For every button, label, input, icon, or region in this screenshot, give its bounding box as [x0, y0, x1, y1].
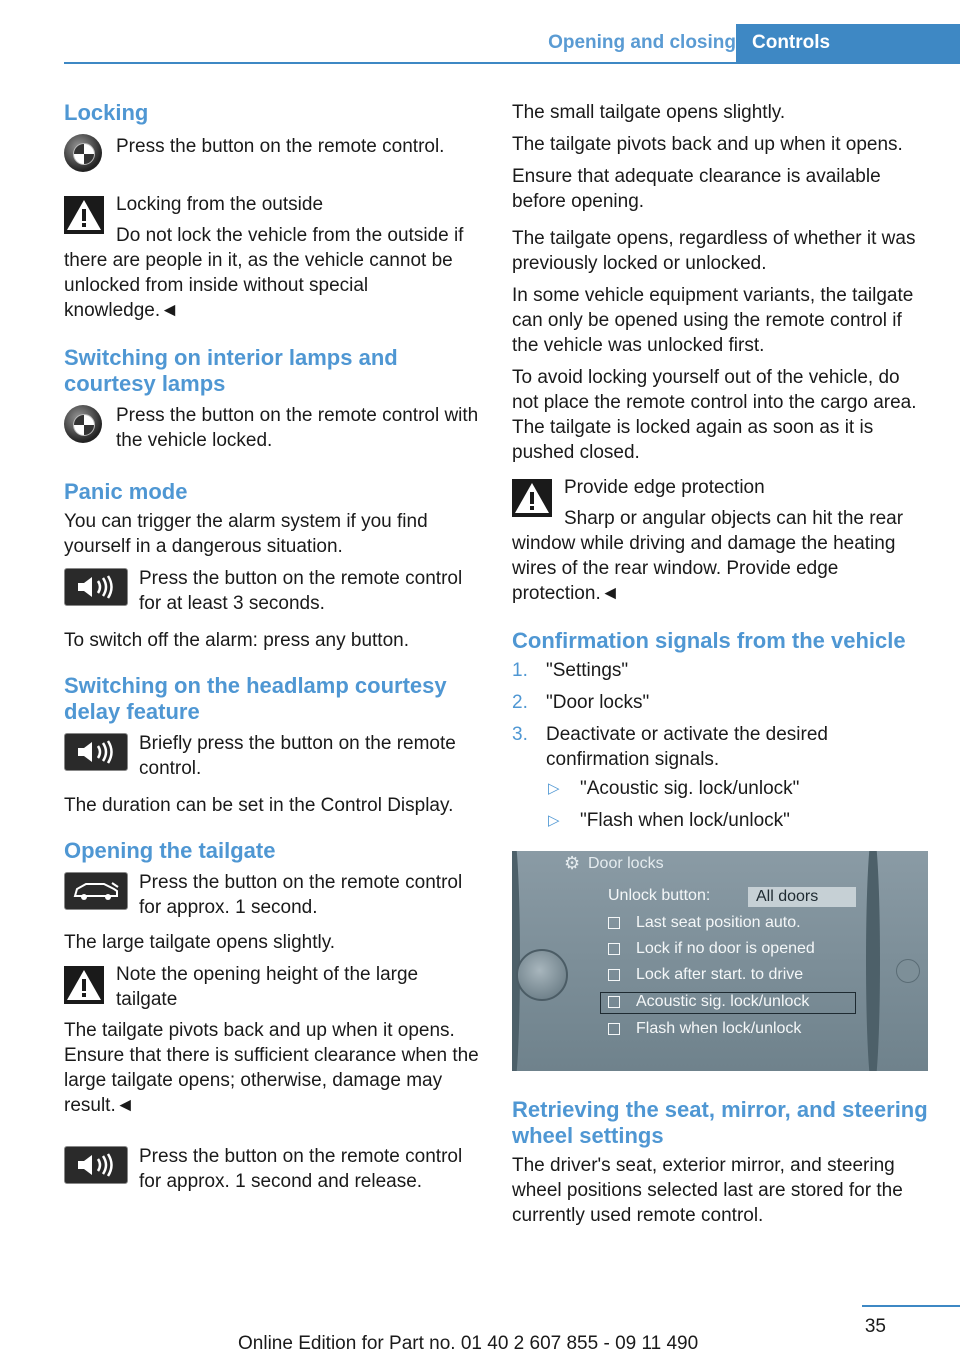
side-knob-icon — [896, 959, 920, 983]
retrieve-heading: Retrieving the seat, mirror, and steering wheel settings — [512, 1097, 928, 1148]
page-header — [64, 24, 960, 64]
tailgate-remote-row-2 — [64, 1144, 482, 1194]
footer-rule — [862, 1305, 960, 1307]
screen-title: Door locks — [588, 855, 664, 872]
tailgate-remote-row — [64, 870, 482, 920]
panic-remote-row — [64, 566, 482, 616]
tailgate-warning — [64, 962, 482, 1118]
checkbox[interactable] — [608, 969, 620, 981]
screen-option-selected[interactable]: Acoustic sig. lock/unlock — [608, 992, 809, 1012]
locking-heading: Locking — [64, 100, 149, 125]
sub-list-item: ▷ "Flash when lock/unlock" — [548, 810, 790, 831]
screen-option[interactable]: Last seat position auto. — [608, 913, 801, 933]
unlock-button-value[interactable]: All doors — [748, 887, 856, 907]
panic-mode-heading: Panic mode — [64, 479, 188, 504]
locking-warning-body: Do not lock the vehicle from the outside if there are people in it, as the vehicle cannot be unlocked from inside without special knowledge.◄ — [64, 225, 464, 321]
confirmation-heading: Confirmation signals from the vehicle — [512, 628, 906, 653]
headlamp-duration: The duration can be set in the Control Display. — [64, 795, 454, 816]
speaker-button-icon — [64, 1146, 128, 1184]
control-display-screenshot — [512, 851, 928, 1071]
left-column — [64, 100, 482, 1204]
bmw-logo-button-icon — [64, 405, 102, 443]
tailgate-warning-title: Note the opening height of the large tailgate — [116, 964, 419, 1010]
selection-highlight — [600, 992, 856, 1014]
panic-remote-text: Press the button on the remote control for at least 3 seconds. — [139, 568, 463, 614]
gear-icon: ⚙ — [564, 853, 581, 873]
locking-warning — [64, 192, 482, 323]
interior-remote-text: Press the button on the remote control with the vehicle locked. — [116, 405, 479, 451]
checkbox[interactable] — [608, 1023, 620, 1035]
interior-remote-row — [64, 403, 482, 453]
edge-warning-body: Sharp or angular objects can hit the rear window while driving and damage the heating wires of the rear window. Provide edge protection.◄ — [512, 508, 904, 604]
edition-footer: Online Edition for Part no. 01 40 2 607 855 - 09 11 490 — [238, 1333, 699, 1354]
car-tailgate-icon — [64, 872, 128, 910]
right-column — [512, 100, 930, 1235]
locking-warning-title: Locking from the outside — [116, 194, 324, 215]
warning-triangle-icon — [64, 966, 104, 1004]
variants-text: In some vehicle equipment variants, the tailgate can only be opened using the remote control if the vehicle was unlocked first. — [512, 285, 914, 356]
list-item: 3. Deactivate or activate the desired confirmation signals. ▷ "Acoustic sig. lock/unlock" ▷ "Flash when lock/unlock" — [512, 722, 930, 833]
confirmation-steps — [512, 658, 930, 833]
display-frame-arc-right — [866, 851, 880, 1071]
warning-triangle-icon — [512, 479, 552, 517]
regardless-text: The tailgate opens, regardless of whether it was previously locked or unlocked. — [512, 228, 916, 274]
header-chapter-tab[interactable]: Controls — [736, 24, 960, 62]
tailgate-remote-text: Press the button on the remote control for approx. 1 second. — [139, 872, 463, 918]
page-number: 35 — [864, 1316, 886, 1337]
triangle-bullet-icon: ▷ — [548, 812, 560, 829]
headlamp-button-icon — [64, 733, 128, 771]
header-section-tab[interactable]: Opening and closing — [548, 32, 736, 53]
clearance-text: Ensure that adequate clearance is available before opening. — [512, 166, 881, 212]
edge-warning-title: Provide edge protection — [564, 477, 765, 498]
screen-option[interactable]: Lock after start. to drive — [608, 965, 803, 985]
list-item: 2. "Door locks" — [512, 692, 650, 713]
screen-option[interactable]: Lock if no door is opened — [608, 939, 815, 959]
headlamp-remote-text: Briefly press the button on the remote control. — [139, 733, 456, 779]
panic-switch-off: To switch off the alarm: press any button. — [64, 630, 409, 651]
large-tailgate-opens: The large tailgate opens slightly. — [64, 932, 336, 953]
headlamp-heading: Switching on the headlamp courtesy delay feature — [64, 673, 447, 724]
tailgate-heading: Opening the tailgate — [64, 838, 276, 863]
checkbox[interactable] — [608, 943, 620, 955]
screen-option[interactable]: Flash when lock/unlock — [608, 1019, 801, 1039]
retrieve-body: The driver's seat, exterior mirror, and steering wheel positions selected last are stored for the currently used remote control. — [512, 1155, 903, 1226]
tailgate-pivots: The tailgate pivots back and up when it opens. — [512, 134, 903, 155]
sub-list-item: ▷ "Acoustic sig. lock/unlock" — [548, 778, 800, 799]
triangle-bullet-icon: ▷ — [548, 780, 560, 797]
tailgate-warning-body: The tailgate pivots back and up when it opens. Ensure that there is sufficient clearance when the large tailgate opens; otherwise, damage may result.◄ — [64, 1020, 479, 1116]
locking-remote-text: Press the button on the remote control. — [116, 136, 445, 157]
controller-knob-icon — [516, 949, 568, 1001]
panic-intro: You can trigger the alarm system if you find yourself in a dangerous situation. — [64, 511, 428, 557]
unlock-button-label: Unlock button: — [608, 887, 711, 904]
avoid-lockout-text: To avoid locking yourself out of the vehicle, do not place the remote control into the cargo area. The tailgate is locked again as soon as it is pushed closed. — [512, 367, 917, 463]
interior-lamps-heading: Switching on interior lamps and courtesy lamps — [64, 345, 398, 396]
edge-protection-warning — [512, 475, 930, 606]
list-item: 1. "Settings" — [512, 660, 629, 681]
tailgate-remote-text-2: Press the button on the remote control for approx. 1 second and release. — [139, 1146, 463, 1192]
bmw-logo-button-icon — [64, 134, 102, 172]
small-tailgate-opens: The small tailgate opens slightly. — [512, 102, 786, 123]
headlamp-remote-row — [64, 731, 482, 781]
checkbox[interactable] — [608, 917, 620, 929]
locking-remote-row — [64, 132, 482, 182]
panic-button-icon — [64, 568, 128, 606]
warning-triangle-icon — [64, 196, 104, 234]
sub-list — [546, 776, 930, 833]
